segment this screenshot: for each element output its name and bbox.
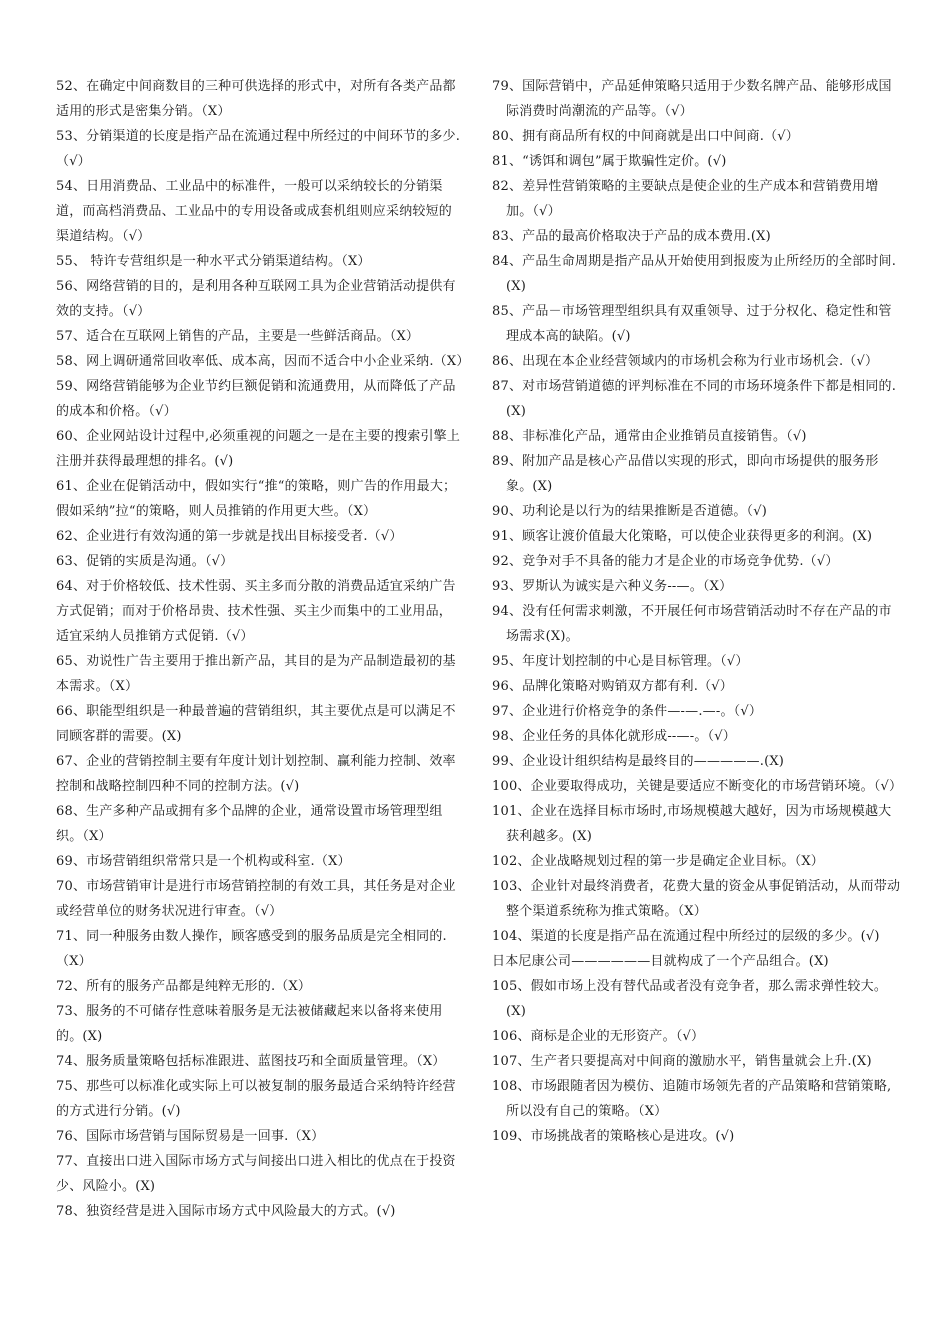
- question-item: 52、在确定中间商数目的三种可供选择的形式中，对所有各类产品都适用的形式是密集分销。（X）: [56, 79, 456, 119]
- question-item: 日本尼康公司——————目就构成了一个产品组合。(X): [492, 954, 829, 969]
- question-item: 108、市场跟随者因为模仿、追随市场领先者的产品策略和营销策略,所以没有自己的策略。（X）: [492, 1079, 892, 1119]
- question-item: 92、竞争对手不具备的能力才是企业的市场竞争优势.（√）: [492, 554, 839, 569]
- question-item: 100、企业要取得成功，关键是要适应不断变化的市场营销环境。（√）: [492, 779, 903, 794]
- question-item: 104、渠道的长度是指产品在流通过程中所经过的层级的多少。(√): [492, 929, 880, 944]
- right-column: [492, 74, 904, 1149]
- question-item: 84、产品生命周期是指产品从开始使用到报废为止所经历的全部时间.(X): [492, 254, 897, 294]
- question-item: 73、服务的不可储存性意味着服务是无法被储藏起来以备将来使用的。(X): [56, 1004, 443, 1044]
- question-item: 98、企业任务的具体化就形成--—-。（√）: [492, 729, 736, 744]
- question-item: 74、服务质量策略包括标准跟进、蓝图技巧和全面质量管理。（X）: [56, 1054, 446, 1069]
- question-item: 93、罗斯认为诚实是六种义务--—。（X）: [492, 579, 733, 594]
- question-item: 106、商标是企业的无形资产。（√）: [492, 1029, 705, 1044]
- question-item: 94、没有任何需求刺激，不开展任何市场营销活动时不存在产品的市场需求(X)。: [492, 604, 892, 644]
- question-item: 64、对于价格较低、技术性弱、买主多而分散的消费品适宜采纳广告方式促销；而对于价格昂贵、技术性强、买主少而集中的工业用品，适宜采纳人员推销方式促销.（√）: [56, 579, 456, 644]
- question-item: 91、顾客让渡价值最大化策略，可以使企业获得更多的利润。(X): [492, 529, 873, 544]
- question-item: 82、差异性营销策略的主要缺点是使企业的生产成本和营销费用增加。（√）: [492, 179, 879, 219]
- question-item: 55、 特许专营组织是一种水平式分销渠道结构。（X）: [56, 254, 371, 269]
- question-item: 68、生产多种产品或拥有多个品牌的企业，通常设置市场管理型组织。（X）: [56, 804, 443, 844]
- question-item: 54、日用消费品、工业品中的标准件，一般可以采纳较长的分销渠道，而高档消费品、工业品中的专用设备或成套机组则应采纳较短的渠道结构。（√）: [56, 179, 453, 244]
- question-item: 77、直接出口进入国际市场方式与间接出口进入相比的优点在于投资少、风险小。(X): [56, 1154, 456, 1194]
- question-item: 83、产品的最高价格取决于产品的成本费用.(X): [492, 229, 771, 244]
- question-item: 69、市场营销组织常常只是一个机构或科室.（X）: [56, 854, 351, 869]
- question-item: 62、企业进行有效沟通的第一步就是找出目标接受者.（√）: [56, 529, 403, 544]
- question-item: 63、促销的实质是沟通。（√）: [56, 554, 234, 569]
- question-item: 75、那些可以标准化或实际上可以被复制的服务最适合采纳特许经营的方式进行分销。(√): [56, 1079, 456, 1119]
- question-item: 79、国际营销中，产品延伸策略只适用于少数名牌产品、能够形成国际消费时尚潮流的产品等。（√）: [492, 79, 892, 119]
- question-item: 67、企业的营销控制主要有年度计划计划控制、赢利能力控制、效率控制和战略控制四种不同的控制方法。(√): [56, 754, 456, 794]
- question-item: 87、对市场营销道德的评判标准在不同的市场环境条件下都是相同的.(X): [492, 379, 897, 419]
- question-item: 81、“诱饵和调包”属于欺骗性定价。(√): [492, 154, 727, 169]
- question-item: 105、假如市场上没有替代品或者没有竞争者，那么需求弹性较大。(X): [492, 979, 888, 1019]
- question-item: 70、市场营销审计是进行市场营销控制的有效工具，其任务是对企业或经营单位的财务状况进行审查。（√）: [56, 879, 456, 919]
- question-item: 96、品牌化策略对购销双方都有利.（√）: [492, 679, 733, 694]
- question-item: 103、企业针对最终消费者，花费大量的资金从事促销活动，从而带动整个渠道系统称为推式策略。（X）: [492, 879, 901, 919]
- question-item: 56、网络营销的目的，是利用各种互联网工具为企业营销活动提供有效的支持。（√）: [56, 279, 456, 319]
- question-item: 72、所有的服务产品都是纯粹无形的.（X）: [56, 979, 312, 994]
- question-item: 59、网络营销能够为企业节约巨额促销和流通费用，从而降低了产品的成本和价格。（√）: [56, 379, 456, 419]
- question-item: 102、企业战略规划过程的第一步是确定企业目标。（X）: [492, 854, 824, 869]
- question-item: 65、劝说性广告主要用于推出新产品，其目的是为产品制造最初的基本需求。（X）: [56, 654, 456, 694]
- question-item: 90、功利论是以行为的结果推断是否道德。（√): [492, 504, 767, 519]
- question-item: 53、分销渠道的长度是指产品在流通过程中所经过的中间环节的多少.（√）: [56, 129, 461, 169]
- question-item: 60、企业网站设计过程中,必须重视的问题之一是在主要的搜索引擎上注册并获得最理想的排名。(√): [56, 429, 461, 469]
- question-item: 99、企业设计组织结构是最终目的—————.(X): [492, 754, 785, 769]
- question-item: 86、出现在本企业经营领域内的市场机会称为行业市场机会.（√）: [492, 354, 879, 369]
- question-item: 57、适合在互联网上销售的产品，主要是一些鲜活商品。（X）: [56, 329, 420, 344]
- question-item: 76、国际市场营销与国际贸易是一回事.（X）: [56, 1129, 325, 1144]
- question-item: 107、生产者只要提高对中间商的激励水平，销售量就会上升.(X): [492, 1054, 872, 1069]
- question-item: 66、职能型组织是一种最普遍的营销组织，其主要优点是可以满足不同顾客群的需要。(X): [56, 704, 456, 744]
- question-item: 109、市场挑战者的策略核心是进攻。(√): [492, 1129, 735, 1144]
- question-item: 97、企业进行价格竞争的条件—-—.—-。（√）: [492, 704, 763, 719]
- question-item: 89、附加产品是核心产品借以实现的形式，即向市场提供的服务形象。(X): [492, 454, 879, 494]
- question-item: 71、同一种服务由数人操作，顾客感受到的服务品质是完全相同的.（X）: [56, 929, 447, 969]
- question-item: 80、拥有商品所有权的中间商就是出口中间商.（√）: [492, 129, 799, 144]
- question-item: 61、企业在促销活动中，假如实行“推“的策略，则广告的作用最大；假如采纳”拉“的策略，则人员推销的作用更大些。（X）: [56, 479, 457, 519]
- left-column: [56, 74, 470, 1224]
- question-item: 58、网上调研通常回收率低、成本高，因而不适合中小企业采纳.（X）: [56, 354, 470, 369]
- question-item: 101、企业在选择目标市场时,市场规模越大越好，因为市场规模越大获利越多。(X): [492, 804, 892, 844]
- question-item: 88、非标准化产品，通常由企业推销员直接销售。（√): [492, 429, 807, 444]
- question-item: 85、产品－市场管理型组织具有双重领导、过于分权化、稳定性和管理成本高的缺陷。(√): [492, 304, 892, 344]
- question-item: 78、独资经营是进入国际市场方式中风险最大的方式。(√): [56, 1204, 396, 1219]
- question-item: 95、年度计划控制的中心是目标管理。（√）: [492, 654, 749, 669]
